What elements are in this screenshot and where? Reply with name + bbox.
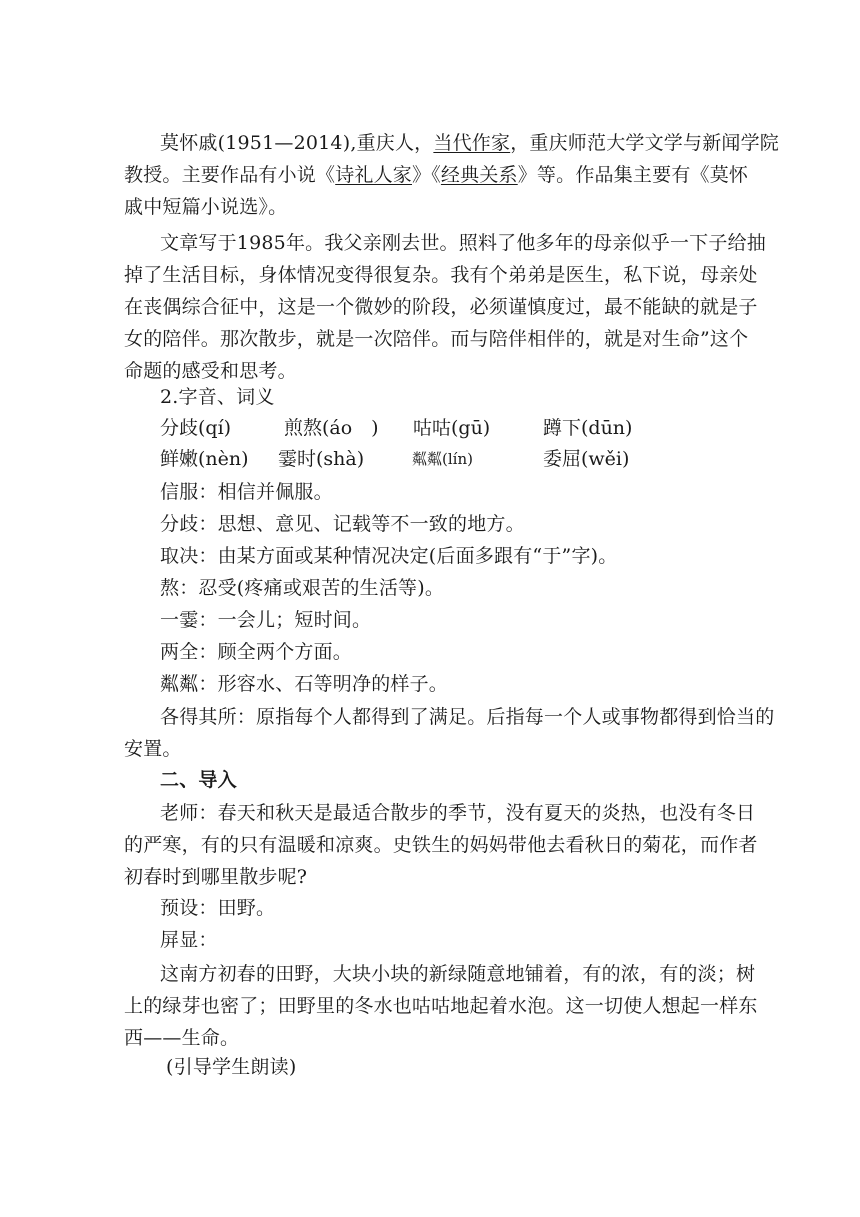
background-line-5: 命题的感受和思考。 (124, 360, 297, 382)
preset-line: 预设：田野。 (160, 897, 276, 919)
definition-line: 熬：忍受(疼痛或艰苦的生活等)。 (160, 577, 445, 599)
definition-line: 两全：顾全两个方面。 (160, 641, 353, 663)
definition-line: 分歧：思想、意见、记载等不一致的地方。 (160, 513, 525, 535)
definition-line: 取决：由某方面或某种情况决定(后面多跟有“于”字)。 (160, 545, 618, 567)
work-title-1: 诗礼人家 (335, 164, 413, 186)
reading-note: (引导学生朗读) (166, 1056, 297, 1078)
background-line-4: 女的陪伴。那次散步，就是一次陪伴。而与陪伴相伴的，就是对生命”这个 (124, 328, 749, 350)
pinyin-item: 蹲下(dūn) (543, 417, 633, 439)
screen-line: 屏显： (160, 929, 218, 951)
pinyin-item: 分歧(qí) (160, 417, 232, 439)
author-title-underlined: 当代作家 (433, 132, 511, 154)
section-title-pronunciation: 2.字音、词义 (160, 386, 275, 408)
quote-line-2: 上的绿芽也密了；田野里的冬水也咕咕地起着水泡。这一切使人想起一样东 (124, 995, 758, 1017)
pinyin-item: 咕咕(gū) (413, 417, 491, 439)
teacher-line-3: 初春时到哪里散步呢? (124, 866, 308, 888)
pinyin-item: 煎熬(áo ) (284, 417, 379, 439)
teacher-line-2: 的严寒，有的只有温暖和凉爽。史铁生的妈妈带他去看秋日的菊花，而作者 (124, 834, 758, 856)
background-line-2: 掉了生活目标，身体情况变得很复杂。我有个弟弟是医生，私下说，母亲处 (124, 264, 758, 286)
definition-line: 一霎：一会儿；短时间。 (160, 609, 372, 631)
intro-line-1: 莫怀戚(1951—2014),重庆人，当代作家，重庆师范大学文学与新闻学院 (160, 132, 779, 154)
work-title-2: 经典关系 (440, 164, 518, 186)
pinyin-item: 委屈(wěi) (543, 448, 630, 470)
pinyin-item: 霎时(shà) (278, 448, 365, 470)
background-line-1: 文章写于1985年。我父亲刚去世。照料了他多年的母亲似乎一下子给抽 (160, 232, 766, 254)
pinyin-item: 粼粼(lín) (412, 450, 473, 468)
section-title-intro: 二、导入 (160, 769, 237, 791)
definition-line: 粼粼：形容水、石等明净的样子。 (160, 673, 449, 695)
teacher-line-1: 老师：春天和秋天是最适合散步的季节，没有夏天的炎热，也没有冬日 (160, 802, 756, 824)
intro-line-3: 戚中短篇小说选》。 (124, 196, 288, 218)
quote-line-1: 这南方初春的田野，大块小块的新绿随意地铺着，有的浓，有的淡；树 (160, 963, 756, 985)
definition-line: 各得其所：原指每个人都得到了满足。后指每一个人或事物都得到恰当的 (160, 706, 775, 728)
background-line-3: 在丧偶综合征中，这是一个微妙的阶段，必须谨慎度过，最不能缺的就是子 (124, 296, 758, 318)
definition-line-cont: 安置。 (124, 738, 182, 760)
intro-line-2: 教授。主要作品有小说《诗礼人家》《经典关系》等。作品集主要有《莫怀 (124, 164, 749, 186)
pinyin-item: 鲜嫩(nèn) (160, 448, 249, 470)
quote-line-3: 西——生命。 (124, 1027, 240, 1049)
definition-line: 信服：相信并佩服。 (160, 481, 333, 503)
